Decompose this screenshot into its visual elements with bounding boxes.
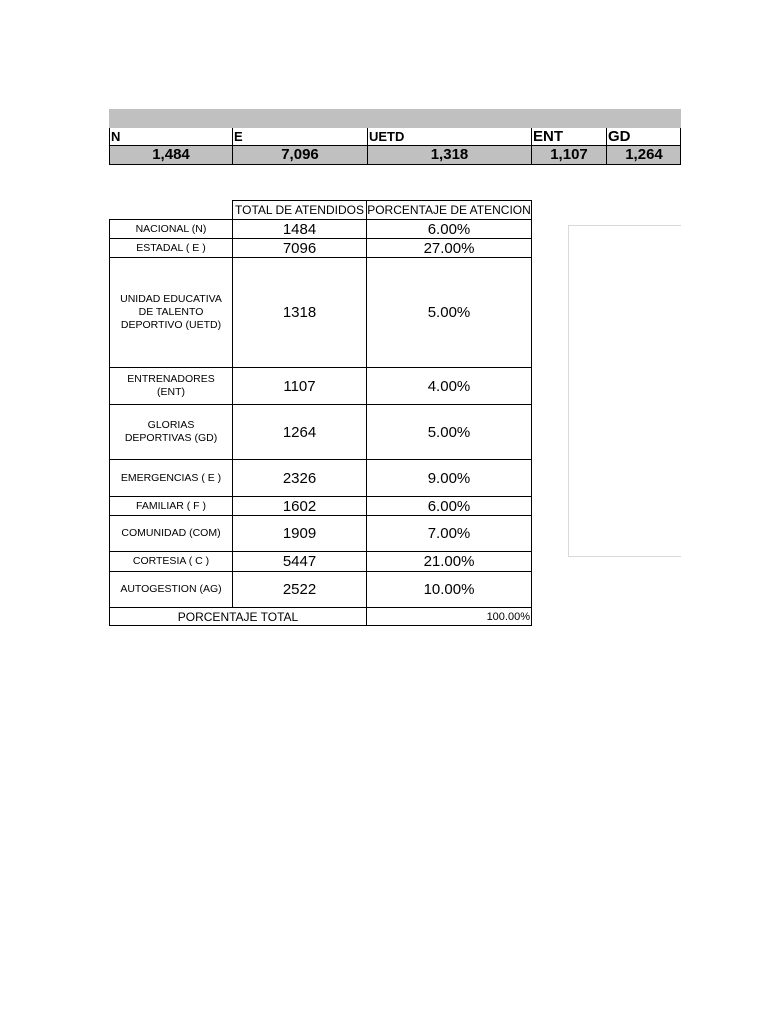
header-empty-cell bbox=[110, 201, 233, 220]
total-label: PORCENTAJE TOTAL bbox=[110, 608, 367, 626]
row-total: 1107 bbox=[233, 368, 367, 405]
summary-value-ent: 1,107 bbox=[531, 146, 606, 165]
summary-value-n: 1,484 bbox=[109, 146, 232, 165]
total-value: 100.00% bbox=[367, 608, 532, 626]
summary-band bbox=[109, 109, 681, 128]
row-total: 1264 bbox=[233, 405, 367, 460]
table-total-row bbox=[110, 608, 532, 626]
summary-value-e: 7,096 bbox=[232, 146, 367, 165]
table-row bbox=[110, 552, 532, 572]
row-percent: 27.00% bbox=[367, 239, 532, 258]
summary-grid bbox=[109, 128, 681, 165]
table-row bbox=[110, 516, 532, 552]
row-label: EMERGENCIAS ( E ) bbox=[110, 460, 233, 497]
table-row bbox=[110, 405, 532, 460]
row-percent: 7.00% bbox=[367, 516, 532, 552]
row-label: ENTRENADORES (ENT) bbox=[110, 368, 233, 405]
row-total: 1318 bbox=[233, 258, 367, 368]
row-total: 2326 bbox=[233, 460, 367, 497]
attendance-table bbox=[109, 200, 532, 626]
table-row bbox=[110, 368, 532, 405]
row-label: CORTESIA ( C ) bbox=[110, 552, 233, 572]
row-total: 7096 bbox=[233, 239, 367, 258]
table-row bbox=[110, 572, 532, 608]
summary-value-uetd: 1,318 bbox=[367, 146, 531, 165]
row-label: COMUNIDAD (COM) bbox=[110, 516, 233, 552]
row-percent: 5.00% bbox=[367, 258, 532, 368]
table-row bbox=[110, 258, 532, 368]
table-row bbox=[110, 220, 532, 239]
summary-header-ent: ENT bbox=[531, 128, 606, 146]
row-label: UNIDAD EDUCATIVA DE TALENTO DEPORTIVO (UETD) bbox=[110, 258, 233, 368]
summary-right-border bbox=[680, 128, 681, 165]
table-header-row bbox=[110, 201, 532, 220]
row-total: 1909 bbox=[233, 516, 367, 552]
row-label: GLORIAS DEPORTIVAS (GD) bbox=[110, 405, 233, 460]
summary-value-gd: 1,264 bbox=[606, 146, 681, 165]
table-row bbox=[110, 460, 532, 497]
summary-header-n: N bbox=[109, 128, 232, 146]
row-total: 5447 bbox=[233, 552, 367, 572]
row-total: 1602 bbox=[233, 497, 367, 516]
row-label: AUTOGESTION (AG) bbox=[110, 572, 233, 608]
row-percent: 5.00% bbox=[367, 405, 532, 460]
row-percent: 6.00% bbox=[367, 497, 532, 516]
header-porcentaje-atencion: PORCENTAJE DE ATENCION bbox=[367, 201, 532, 220]
row-percent: 9.00% bbox=[367, 460, 532, 497]
row-total: 1484 bbox=[233, 220, 367, 239]
summary-block bbox=[109, 109, 681, 165]
table-row bbox=[110, 239, 532, 258]
row-total: 2522 bbox=[233, 572, 367, 608]
summary-header-uetd: UETD bbox=[367, 128, 531, 146]
chart-frame bbox=[568, 225, 681, 557]
row-label: FAMILIAR ( F ) bbox=[110, 497, 233, 516]
header-total-atendidos: TOTAL DE ATENDIDOS bbox=[233, 201, 367, 220]
summary-header-gd: GD bbox=[606, 128, 681, 146]
row-percent: 10.00% bbox=[367, 572, 532, 608]
row-percent: 6.00% bbox=[367, 220, 532, 239]
row-percent: 4.00% bbox=[367, 368, 532, 405]
row-percent: 21.00% bbox=[367, 552, 532, 572]
row-label: ESTADAL ( E ) bbox=[110, 239, 233, 258]
table-row bbox=[110, 497, 532, 516]
summary-header-e: E bbox=[232, 128, 367, 146]
row-label: NACIONAL (N) bbox=[110, 220, 233, 239]
